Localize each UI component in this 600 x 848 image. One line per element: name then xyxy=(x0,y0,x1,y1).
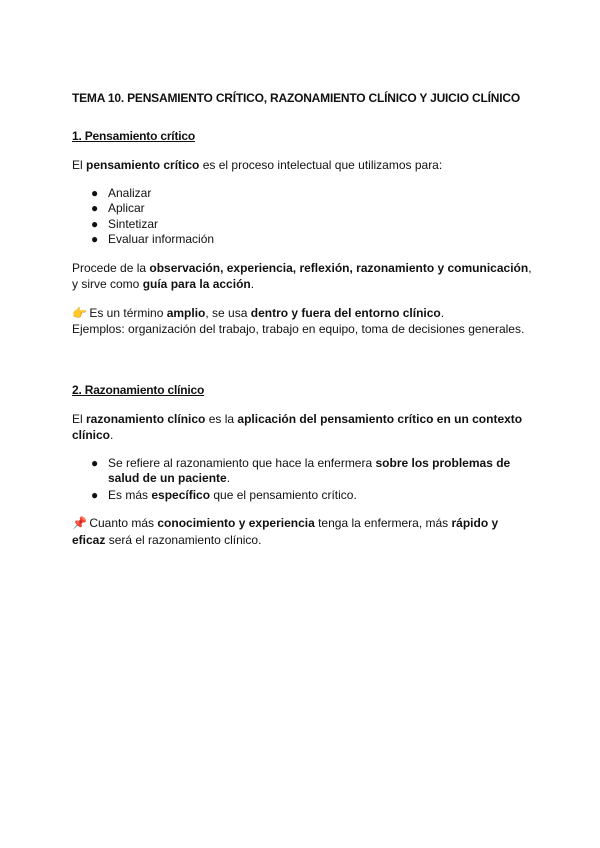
section2-intro: El razonamiento clínico es la aplicación del pensamiento crítico en un contexto clínico. xyxy=(72,411,523,442)
list-item: ● Aplicar xyxy=(91,201,145,215)
document-title: TEMA 10. PENSAMIENTO CRÍTICO, RAZONAMIENTO CLÍNICO Y JUICIO CLÍNICO xyxy=(72,91,520,105)
bullet-marker: ● xyxy=(91,216,99,231)
pointing-hand-icon: 👉 xyxy=(72,305,87,320)
clinical-reasoning-list xyxy=(72,456,532,504)
section2-heading: 2. Razonamiento clínico xyxy=(72,382,205,397)
bullet-marker: ● xyxy=(91,455,99,470)
list-item: ● Es más específico que el pensamiento crítico. xyxy=(91,487,357,502)
examples-text: Ejemplos: organización del trabajo, trabajo en equipo, toma de decisiones generales. xyxy=(72,322,525,336)
list-item: ● Evaluar información xyxy=(91,232,215,246)
bullet-marker: ● xyxy=(91,232,99,246)
section1-note: 👉 Es un término amplio, se usa dentro y fuera del entorno clínico. Ejemplos: organización del trabajo, trabajo en equipo, toma de decisiones generales. xyxy=(72,305,525,336)
section1-heading: 1. Pensamiento crítico xyxy=(72,129,195,143)
list-item: ● Analizar xyxy=(91,185,152,200)
section2-note: 📌 Cuanto más conocimiento y experiencia tenga la enfermera, más rápido y eficaz será el razonamiento clínico. xyxy=(72,516,499,547)
list-item: ● Sintetizar xyxy=(91,216,159,231)
list-item: ● Se refiere al razonamiento que hace la enfermera sobre los problemas de salud de un paciente. xyxy=(91,455,511,485)
bullet-marker: ● xyxy=(91,201,99,215)
bullet-marker: ● xyxy=(91,487,99,502)
section1-procede: Procede de la observación, experiencia, reflexión, razonamiento y comunicación, y sirve como guía para la acción. xyxy=(72,260,532,291)
document-page xyxy=(72,90,532,548)
bullet-marker: ● xyxy=(91,185,99,200)
skills-list xyxy=(72,186,532,248)
section1-intro: El pensamiento crítico es el proceso intelectual que utilizamos para: xyxy=(72,158,443,172)
pushpin-icon: 📌 xyxy=(72,516,87,530)
